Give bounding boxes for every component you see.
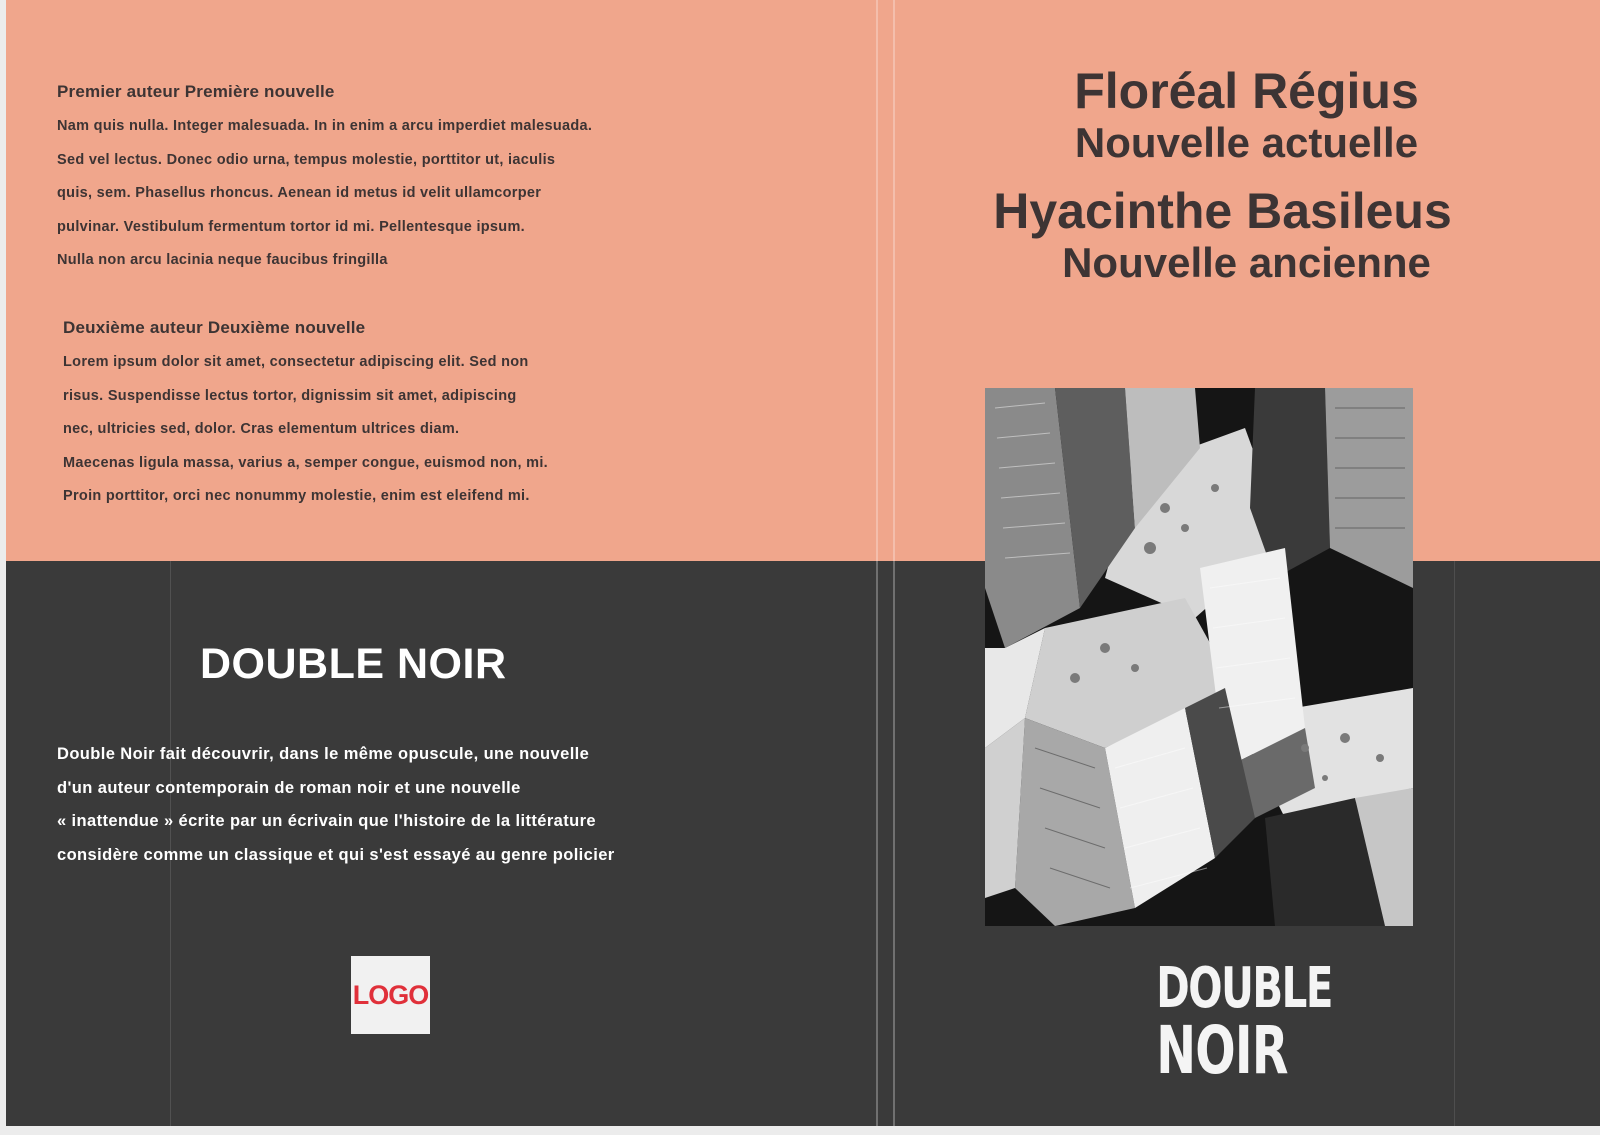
first-story-heading: Premier auteur Première nouvelle — [57, 82, 335, 101]
crease-line — [1454, 561, 1455, 1126]
first-story-synopsis — [57, 82, 592, 278]
synopsis-line: Nam quis nulla. Integer malesuada. In in enim a arcu imperdiet malesuada. — [57, 118, 593, 134]
synopsis-line: Maecenas ligula massa, varius a, semper congue, euismod non, mi. — [63, 454, 548, 471]
synopsis-line: Sed vel lectus. Donec odio urna, tempus molestie, porttitor ut, iaculis — [57, 151, 556, 168]
skyscraper-illustration — [985, 388, 1413, 926]
second-story-synopsis — [63, 318, 548, 514]
city-aerial-photo — [985, 388, 1413, 926]
synopsis-line: risus. Suspendisse lectus tortor, dignissim sit amet, adipiscing — [63, 387, 517, 404]
blurb-line: considère comme un classique et qui s'est essayé au genre policier — [57, 845, 615, 864]
logo-word-double: DOUBLE — [1156, 956, 1333, 1021]
second-story-title: Nouvelle ancienne — [1062, 239, 1431, 286]
synopsis-line: quis, sem. Phasellus rhoncus. Aenean id metus id velit ullamcorper — [57, 185, 542, 202]
double-noir-logo — [1156, 956, 1333, 1089]
logo-word-noir: NOIR — [1156, 1012, 1288, 1089]
publisher-logo-placeholder — [351, 956, 430, 1034]
blurb-line: d'un auteur contemporain de roman noir et une nouvelle — [57, 778, 521, 797]
synopsis-line: Lorem ipsum dolor sit amet, consectetur adipiscing elit. Sed non — [63, 354, 529, 370]
synopsis-line: pulvinar. Vestibulum fermentum tortor id mi. Pellentesque ipsum. — [57, 218, 525, 235]
blurb-line: « inattendue » écrite par un écrivain que l'histoire de la littérature — [57, 812, 596, 831]
synopsis-line: Nulla non arcu lacinia neque faucibus fringilla — [57, 252, 388, 269]
synopsis-line: Proin porttitor, orci nec nonummy molestie, enim est eleifend mi. — [63, 488, 530, 505]
publisher-logo-text: LOGO — [352, 979, 429, 1010]
blurb-line: Double Noir fait découvrir, dans le même opuscule, une nouvelle — [57, 745, 590, 763]
series-blurb — [57, 738, 615, 872]
synopsis-line: nec, ultricies sed, dolor. Cras elementum ultrices diam. — [63, 421, 460, 438]
series-title: DOUBLE NOIR — [200, 640, 507, 688]
second-author-name: Hyacinthe Basileus — [993, 183, 1452, 239]
front-cover-titles — [893, 62, 1600, 302]
second-story-heading: Deuxième auteur Deuxième nouvelle — [63, 318, 366, 337]
first-author-name: Floréal Régius — [1074, 63, 1419, 119]
first-story-title: Nouvelle actuelle — [1074, 119, 1419, 166]
spine-fold-left — [876, 0, 878, 1126]
